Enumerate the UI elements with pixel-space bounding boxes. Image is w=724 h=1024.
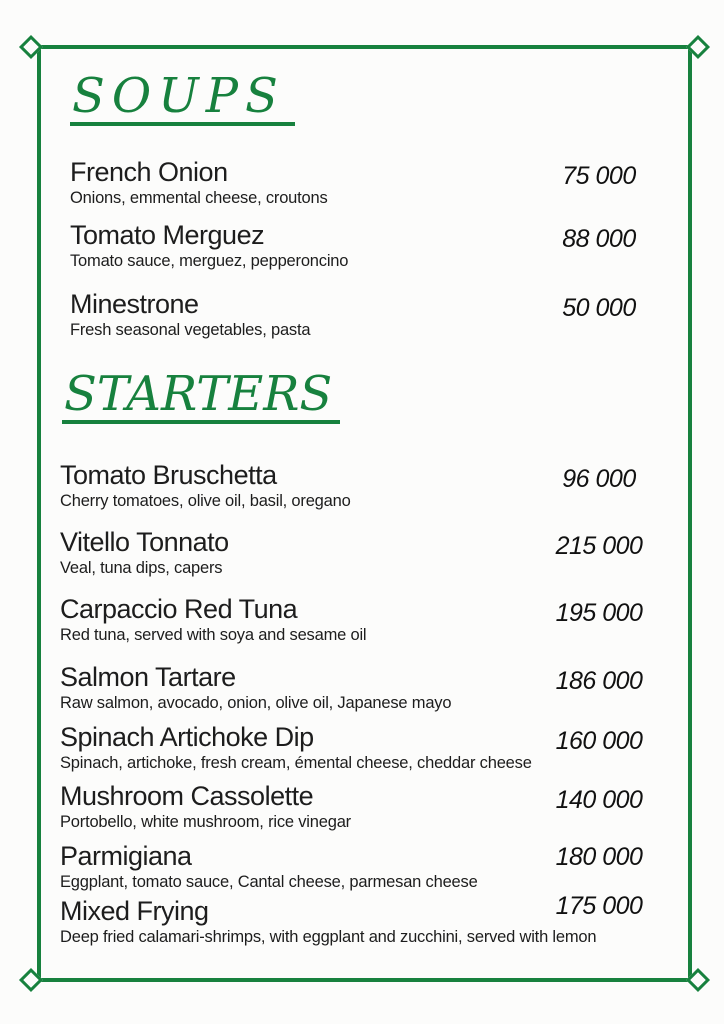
menu-item-vitello-tonnato bbox=[60, 528, 649, 578]
item-description: Red tuna, served with soya and sesame oil bbox=[60, 626, 367, 645]
section-title-starters: STARTERS bbox=[62, 370, 340, 424]
menu-item-parmigiana bbox=[60, 842, 649, 892]
item-price: 96 000 bbox=[562, 465, 636, 493]
item-price: 50 000 bbox=[562, 294, 636, 322]
item-name: Mushroom Cassolette bbox=[60, 781, 314, 811]
menu-item-carpaccio-red-tuna bbox=[60, 595, 649, 645]
item-price: 175 000 bbox=[555, 892, 643, 920]
item-name: Tomato Bruschetta bbox=[60, 460, 277, 490]
item-price: 75 000 bbox=[562, 162, 636, 190]
item-name: Vitello Tonnato bbox=[60, 527, 229, 557]
item-description: Onions, emmental cheese, croutons bbox=[70, 189, 328, 208]
menu-item-french-onion bbox=[70, 158, 649, 208]
item-name: Minestrone bbox=[70, 289, 199, 319]
item-name: Mixed Frying bbox=[60, 896, 209, 926]
item-name: Spinach Artichoke Dip bbox=[60, 722, 314, 752]
menu-item-salmon-tartare bbox=[60, 663, 649, 713]
item-name: Carpaccio Red Tuna bbox=[60, 594, 298, 624]
menu-item-mushroom-cassolette bbox=[60, 782, 649, 832]
item-description: Raw salmon, avocado, onion, olive oil, Japanese mayo bbox=[60, 694, 452, 713]
item-name: Tomato Merguez bbox=[70, 220, 265, 250]
item-price: 215 000 bbox=[555, 532, 643, 560]
item-description: Spinach, artichoke, fresh cream, émental cheese, cheddar cheese bbox=[60, 754, 532, 773]
menu-item-spinach-artichoke-dip bbox=[60, 723, 649, 773]
item-price: 180 000 bbox=[555, 843, 643, 871]
item-description: Tomato sauce, merguez, pepperoncino bbox=[70, 252, 349, 271]
menu-item-minestrone bbox=[70, 290, 649, 340]
item-name: Parmigiana bbox=[60, 841, 192, 871]
section-title-soups: SOUPS bbox=[70, 72, 295, 126]
item-price: 140 000 bbox=[555, 786, 643, 814]
menu-item-tomato-bruschetta bbox=[60, 461, 649, 511]
item-description: Portobello, white mushroom, rice vinegar bbox=[60, 813, 351, 832]
item-price: 88 000 bbox=[562, 225, 636, 253]
menu-item-tomato-merguez bbox=[70, 221, 649, 271]
item-description: Cherry tomatoes, olive oil, basil, oregano bbox=[60, 492, 351, 511]
item-name: French Onion bbox=[70, 157, 228, 187]
item-name: Salmon Tartare bbox=[60, 662, 236, 692]
item-description: Deep fried calamari-shrimps, with eggplant and zucchini, served with lemon bbox=[60, 928, 597, 947]
item-description: Fresh seasonal vegetables, pasta bbox=[70, 321, 311, 340]
item-price: 195 000 bbox=[555, 599, 643, 627]
item-price: 160 000 bbox=[555, 727, 643, 755]
item-description: Veal, tuna dips, capers bbox=[60, 559, 223, 578]
item-price: 186 000 bbox=[555, 667, 643, 695]
item-description: Eggplant, tomato sauce, Cantal cheese, parmesan cheese bbox=[60, 873, 478, 892]
menu-item-mixed-frying bbox=[60, 892, 649, 947]
